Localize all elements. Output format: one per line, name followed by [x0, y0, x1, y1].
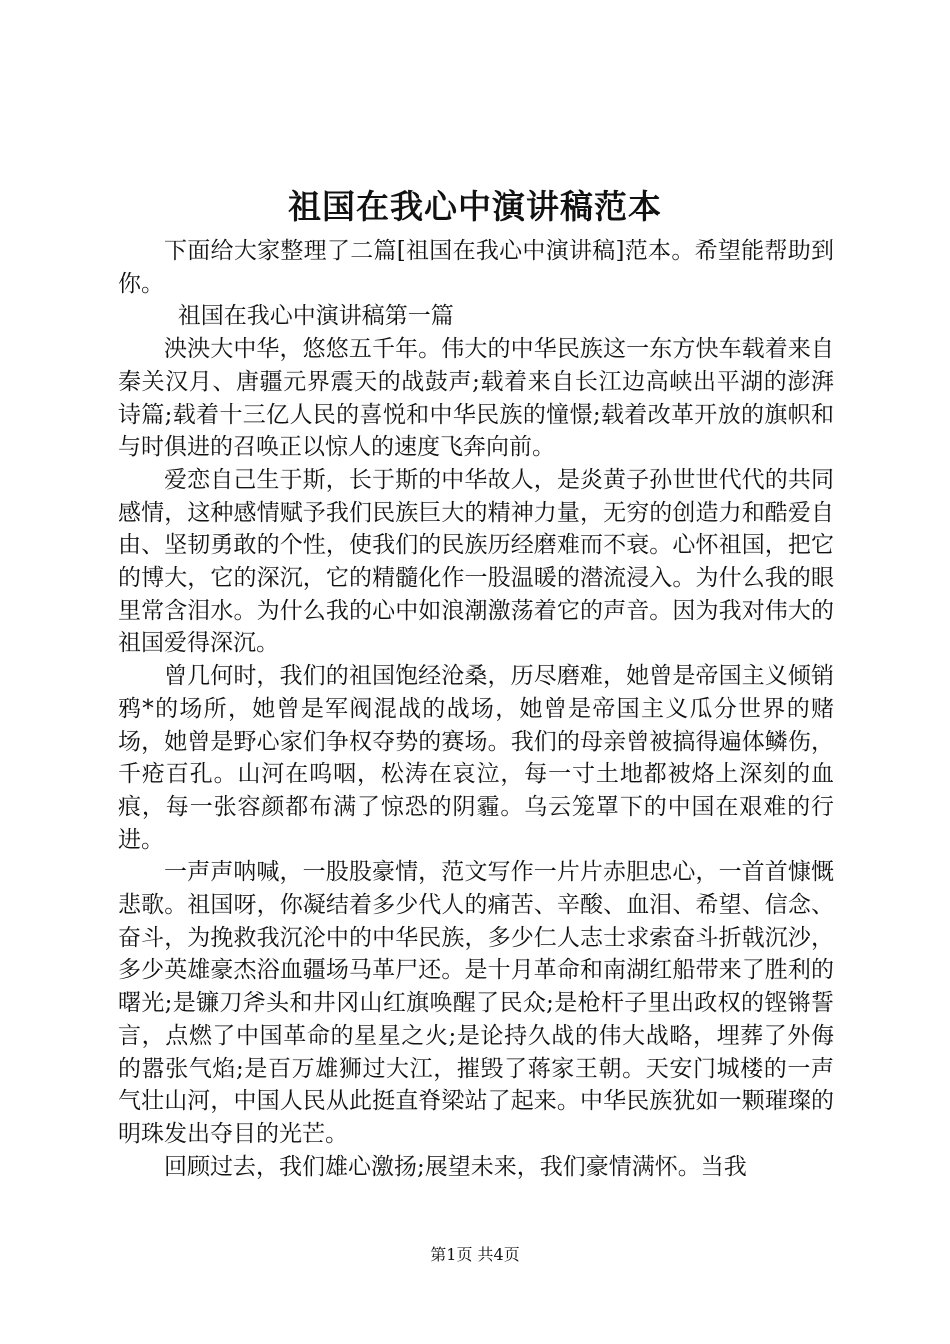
body-paragraph-2: 爱恋自己生于斯，长于斯的中华故人，是炎黄子孙世世代代的共同感情，这种感情赋予我们民族巨大的精神力量，无穷的创造力和酷爱自由、坚韧勇敢的个性，使我们的民族历经磨难而不衰。心怀祖国，把它的博大，它的深沉，它的精髓化作一股温暖的潜流浸入。为什么我的眼里常含泪水。为什么我的心中如浪潮激荡着它的声音。因为我对伟大的祖国爱得深沉。: [118, 466, 834, 657]
document-body: [118, 235, 834, 1183]
page-footer: 第1页 共4页: [430, 1245, 520, 1264]
body-paragraph-4: 一声声呐喊，一股股豪情，范文写作一片片赤胆忠心，一首首慷慨悲歌。祖国呀，你凝结着多少代人的痛苦、辛酸、血泪、希望、信念、奋斗，为挽救我沉沦中的中华民族，多少仁人志士求索奋斗折戟沉沙，多少英雄豪杰浴血疆场马革尸还。是十月革命和南湖红船带来了胜利的曙光;是镰刀斧头和井冈山红旗唤醒了民众;是枪杆子里出政权的铿锵誓言，点燃了中国革命的星星之火;是论持久战的伟大战略，埋葬了外侮的嚣张气焰;是百万雄狮过大江，摧毁了蒋家王朝。天安门城楼的一声气壮山河，中国人民从此挺直脊梁站了起来。中华民族犹如一颗璀璨的明珠发出夺目的光芒。: [118, 859, 834, 1147]
body-paragraph-5: 回顾过去，我们雄心激扬;展望未来，我们豪情满怀。当我: [164, 1153, 747, 1180]
body-paragraph-1: 泱泱大中华，悠悠五千年。伟大的中华民族这一东方快车载着来自秦关汉月、唐疆元界震天的战鼓声;载着来自长江边高峡出平湖的澎湃诗篇;载着十三亿人民的喜悦和中华民族的憧憬;载着改革开放的旗帜和与时俱进的召唤正以惊人的速度飞奔向前。: [118, 336, 834, 461]
section-heading: 祖国在我心中演讲稿第一篇: [177, 303, 454, 330]
intro-paragraph: 下面给大家整理了二篇[祖国在我心中演讲稿]范本。希望能帮助到你。: [118, 238, 834, 297]
body-paragraph-3: 曾几何时，我们的祖国饱经沧桑，历尽磨难，她曾是帝国主义倾销鸦*的场所，她曾是军阀混战的战场，她曾是帝国主义瓜分世界的赌场，她曾是野心家们争权夺势的赛场。我们的母亲曾被搞得遍体鳞伤，千疮百孔。山河在呜咽，松涛在哀泣，每一寸土地都被烙上深刻的血痕，每一张容颜都布满了惊恐的阴霾。乌云笼罩下的中国在艰难的行进。: [118, 663, 834, 853]
document-title: 祖国在我心中演讲稿范本: [288, 187, 662, 226]
